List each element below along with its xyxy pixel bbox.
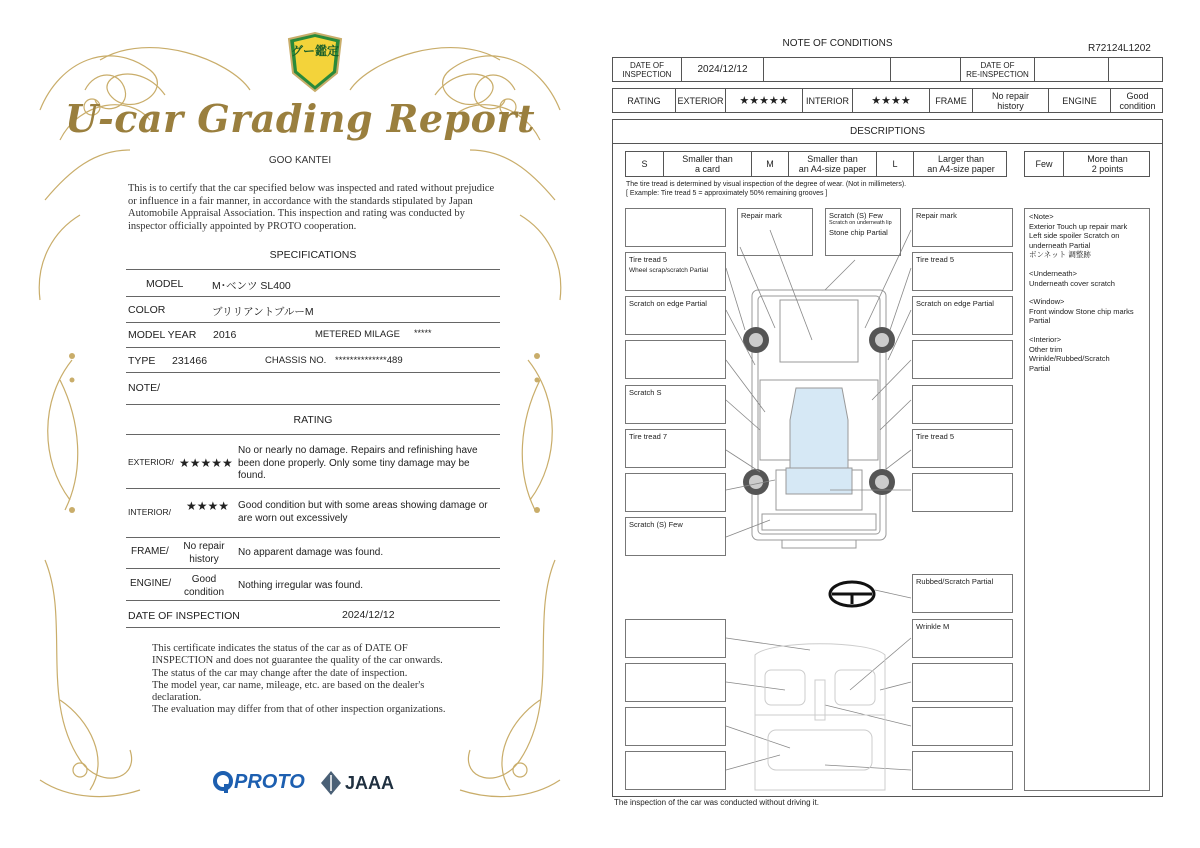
interior-label: INTERIOR — [802, 89, 852, 112]
divider — [126, 347, 500, 348]
legend-m: M — [751, 152, 788, 176]
descriptions-heading: DESCRIPTIONS — [612, 119, 1163, 144]
certificate-subtitle: GOO KANTEI — [268, 155, 332, 166]
milage-label: METERED MILAGE — [315, 329, 400, 340]
detail-box — [912, 473, 1013, 512]
divider — [126, 627, 500, 628]
engine-label: ENGINE/ — [130, 578, 172, 589]
note-line: underneath Partial — [1029, 240, 1091, 250]
tire-note-line: The tire tread is determined by visual inspection of the degree of wear. (Not in millimeters). — [626, 181, 907, 188]
divider — [126, 296, 500, 297]
detail-text: Stone chip Partial — [829, 228, 888, 237]
detail-box-tire-rr: Tire tread 5 — [912, 429, 1013, 468]
certificate-footer — [152, 643, 482, 717]
footer-line: The evaluation may differ from that of other inspection organizations. — [152, 704, 446, 716]
note-panel — [1024, 208, 1150, 791]
detail-text: Scratch on underneath lip — [829, 220, 892, 226]
divider — [126, 404, 500, 405]
spacer — [1029, 288, 1145, 297]
exterior-label: EXTERIOR/ — [128, 457, 174, 467]
engine-value-line: Good — [191, 574, 217, 585]
note-heading: <Note> — [1029, 212, 1054, 221]
spacer — [1029, 260, 1145, 269]
detail-box — [912, 385, 1013, 424]
detail-box-tire-rf: Tire tread 5 — [912, 252, 1013, 291]
divider — [126, 568, 500, 569]
detail-box-edge-left: Scratch on edge Partial — [625, 296, 726, 335]
label-line: DATE OF — [980, 60, 1015, 70]
goo-kantei-badge — [287, 31, 343, 93]
detail-box — [625, 619, 726, 658]
steering-wheel-icon — [830, 582, 874, 606]
note-heading: <Interior> — [1029, 334, 1062, 344]
rating-label: RATING — [627, 95, 661, 106]
interior-diagram — [755, 644, 885, 790]
detail-box — [625, 663, 726, 702]
exterior-description: No or nearly no damage. Repairs and refinishing have been done properly. Only some tiny damage may be found. — [238, 445, 478, 481]
detail-box-scratch-few-rear: Scratch (S) Few — [625, 517, 726, 556]
note-line: Partial — [1029, 363, 1051, 373]
label-line: INSPECTION — [622, 69, 672, 79]
detail-box — [912, 707, 1013, 746]
jaaa-logo — [320, 770, 394, 796]
engine-label: ENGINE — [1048, 89, 1110, 112]
frame-label: FRAME/ — [131, 546, 169, 557]
report-id: R72124L1202 — [1088, 43, 1151, 54]
spacer — [1029, 326, 1145, 335]
detail-box — [912, 340, 1013, 379]
detail-box — [625, 751, 726, 790]
exterior-stars: ★★★★★ — [725, 89, 802, 112]
type-value: 231466 — [172, 355, 208, 367]
legend-l: L — [876, 152, 913, 176]
notes-heading: NOTE OF CONDITIONS — [782, 38, 893, 49]
detail-box — [912, 751, 1013, 790]
model-label: MODEL — [146, 278, 184, 290]
engine-description: Nothing irregular was found. — [238, 580, 364, 591]
model-year-value: 2016 — [213, 329, 237, 341]
engine-value-line: condition — [183, 586, 225, 598]
note-line: Underneath cover scratch — [1029, 278, 1115, 288]
note-line: Left side spoiler Scratch on — [1029, 231, 1120, 241]
divider — [126, 488, 500, 489]
note-label: NOTE/ — [128, 382, 161, 394]
tire-note-line: [ Example: Tire tread 5 = approximately 50% remaining grooves ] — [626, 190, 828, 197]
notes-footer: The inspection of the car was conducted without driving it. — [614, 798, 819, 807]
exterior-stars: ★★★★★ — [179, 456, 233, 470]
note-line: Partial — [1029, 316, 1051, 326]
certificate-title: U-car Grading Report — [64, 96, 536, 141]
divider — [126, 537, 500, 538]
interior-stars: ★★★★ — [186, 499, 230, 513]
frame-label: FRAME — [929, 89, 972, 112]
detail-text: Wheel scrap/scratch Partial — [629, 267, 709, 274]
detail-box — [625, 340, 726, 379]
detail-box — [625, 473, 726, 512]
detail-box-rubbed: Rubbed/Scratch Partial — [912, 574, 1013, 613]
value-line: history — [997, 100, 1024, 111]
interior-description: Good condition but with some areas showing damage or are worn out excessively — [238, 500, 488, 524]
value-line: Good — [1126, 90, 1149, 101]
jaaa-mark-icon — [320, 770, 342, 796]
chassis-value: **************489 — [335, 355, 403, 366]
label-line: DATE OF — [629, 60, 665, 70]
rating-heading: RATING — [293, 414, 333, 426]
interior-label: INTERIOR/ — [128, 507, 171, 517]
legend-line: More than — [1087, 154, 1128, 164]
value-line: No repair — [991, 90, 1029, 101]
detail-box — [625, 208, 726, 247]
legend-line: an A4-size paper — [927, 164, 995, 174]
detail-text: Tire tread 5 — [629, 255, 668, 264]
detail-box — [912, 663, 1013, 702]
note-line: Wrinkle/Rubbed/Scratch — [1029, 354, 1110, 364]
divider — [126, 322, 500, 323]
milage-value: ***** — [414, 328, 432, 338]
frame-value — [176, 541, 232, 566]
jaaa-logo-text: JAAA — [345, 772, 395, 793]
legend-few: Few — [1035, 159, 1053, 169]
detail-box-scratch-few — [825, 208, 901, 256]
detail-box-wrinkle: Wrinkle M — [912, 619, 1013, 658]
detail-box-tire-lf — [625, 252, 726, 291]
date-of-inspection-value: 2024/12/12 — [342, 609, 395, 621]
detail-box-tire7: Tire tread 7 — [625, 429, 726, 468]
frame-value-line: history — [189, 553, 219, 565]
chassis-label: CHASSIS NO. — [265, 355, 327, 366]
footer-line: This certificate indicates the status of the car as of DATE OF — [152, 643, 408, 654]
footer-line: INSPECTION and does not guarantee the quality of the car onwards. — [152, 655, 443, 667]
legend-line: an A4-size paper — [798, 164, 867, 174]
color-value: ブリリアントブルーM — [212, 306, 314, 318]
detail-box-repair-right: Repair mark — [912, 208, 1013, 247]
value-line: condition — [1119, 100, 1156, 111]
legend-line: Smaller than — [682, 154, 733, 164]
interior-stars: ★★★★ — [852, 89, 929, 112]
proto-mark-icon — [212, 770, 234, 794]
footer-line: The status of the car may change after the date of inspection. — [152, 667, 408, 679]
note-line: Other trim — [1029, 344, 1063, 354]
detail-box — [625, 707, 726, 746]
note-line: ボンネット 調整跡 — [1029, 250, 1091, 260]
date-of-inspection-label: DATE OF INSPECTION — [128, 610, 240, 622]
detail-text: Scratch (S) Few — [829, 211, 883, 220]
footer-line: The model year, car name, mileage, etc. are based on the dealer's — [152, 679, 425, 691]
model-value: M･ベンツ SL400 — [212, 280, 291, 292]
legend-line: Smaller than — [807, 154, 858, 164]
divider — [126, 269, 500, 270]
proto-logo — [212, 770, 305, 794]
detail-box-edge-right: Scratch on edge Partial — [912, 296, 1013, 335]
exterior-label: EXTERIOR — [675, 89, 725, 112]
note-of-conditions — [600, 0, 1200, 848]
label-line: RE-INSPECTION — [966, 69, 1029, 79]
note-heading: <Window> — [1029, 297, 1065, 307]
detail-box-scratch-s: Scratch S — [625, 385, 726, 424]
note-line: Exterior Touch up repair mark — [1029, 221, 1128, 231]
specifications-heading: SPECIFICATIONS — [269, 249, 357, 261]
frame-description: No apparent damage was found. — [238, 547, 384, 558]
footer-line: declaration. — [152, 692, 202, 704]
note-line: Front window Stone chip marks — [1029, 306, 1134, 316]
frame-value-line: No repair — [183, 541, 225, 552]
legend-line: Larger than — [937, 154, 985, 164]
divider — [126, 434, 500, 435]
legend-line: a card — [694, 164, 720, 174]
badge-text: グー鑑定 — [290, 44, 339, 58]
proto-logo-text: PROTO — [234, 770, 305, 793]
note-heading: <Underneath> — [1029, 268, 1077, 278]
legend-line: 2 points — [1091, 164, 1124, 174]
divider — [126, 372, 500, 373]
type-label: TYPE — [128, 355, 156, 367]
color-label: COLOR — [128, 304, 166, 316]
certificate-intro: This is to certify that the car specified below was inspected and rated without prejudice or influence in a fair manner, in accordance with the standards stipulated by Japan Automobile Appraisal Association. This inspection and rating was conducted by inspector officially appointed by PROTO cooperation. — [128, 183, 495, 232]
date-of-inspection-value: 2024/12/12 — [681, 58, 763, 81]
model-year-label: MODEL YEAR — [128, 329, 197, 341]
divider — [126, 600, 500, 601]
legend-s: S — [641, 159, 648, 169]
detail-box-repair-front: Repair mark — [737, 208, 813, 256]
engine-value — [176, 574, 232, 599]
